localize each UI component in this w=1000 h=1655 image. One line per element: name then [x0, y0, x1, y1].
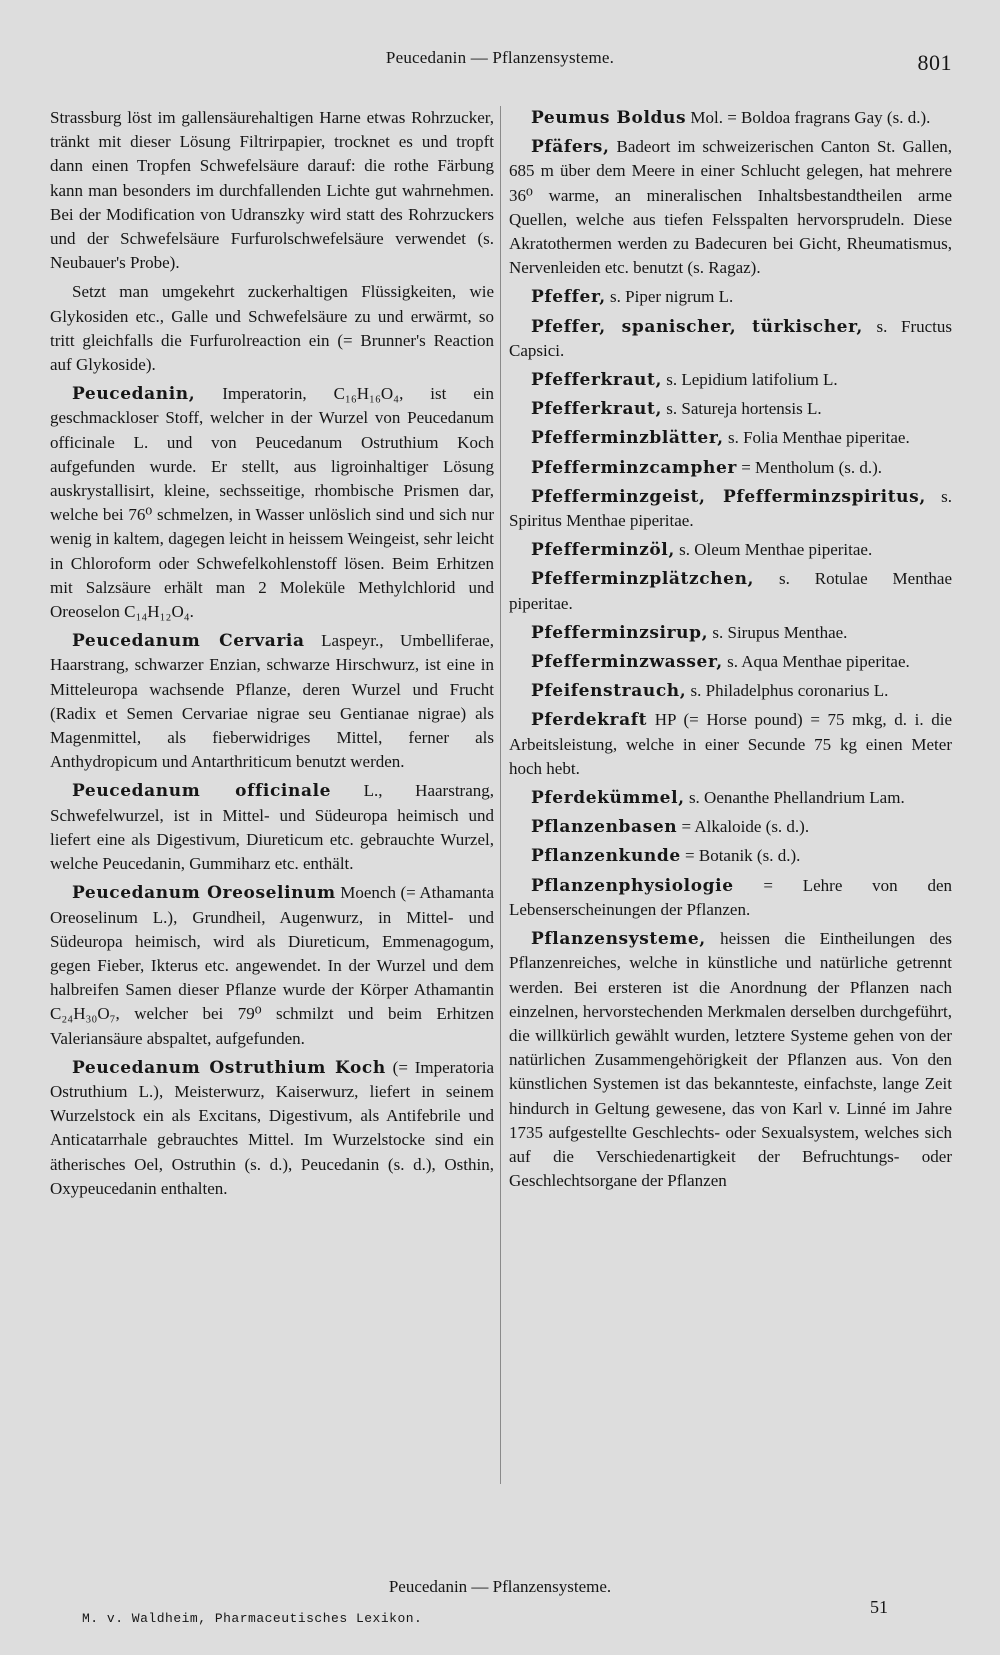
entry-text: s. Philadelphus coronarius L. — [690, 681, 889, 701]
entry-headword: Pflanzenbasen — [531, 817, 678, 838]
entry-text: s. Oleum Menthae piperitae. — [679, 540, 873, 560]
entry-text: s. Lepidium latifolium L. — [666, 370, 838, 390]
page-number: 801 — [917, 50, 952, 75]
entry-headword: Pfefferminzöl, — [531, 540, 675, 561]
lexicon-entry — [509, 426, 952, 450]
entry-headword: Pfefferminzblätter, — [531, 428, 724, 449]
lexicon-entry — [50, 1056, 494, 1201]
entry-text: HP (= Horse pound) = 75 mkg, d. i. die Arbeitsleistung, welche in einer Secunde 75 kg einen Meter hoch hebt. — [509, 710, 952, 778]
lexicon-entry — [509, 786, 952, 810]
entry-text: s. Folia Menthae piperitae. — [727, 428, 910, 448]
entry-text: s. Oenanthe Phellandrium Lam. — [688, 788, 905, 808]
entry-headword: Pfefferminzwasser, — [531, 652, 723, 673]
entry-text: = Botanik (s. d.). — [685, 846, 801, 866]
entry-headword: Pfefferminzsirup, — [531, 622, 709, 643]
entry-text: heissen die Eintheilungen des Pflanzenreiches, welche in künstliche und natürliche getrennt werden. Bei ersteren ist die Anordnung der Pflanzen nach einzelnen, hervorstechenden Merkmalen derselben durchgeführt, die willkürlich gewählt wurden, letztere Systeme gehen von der natürlichen Zusammengehörigkeit der Pflanzen aus. Von den künstlichen Systemen ist das bekannteste, einfachste, lange Zeit hindurch in Geltung gewesene, das von Karl v. Linné im Jahre 1735 aufgestellte Geschlechts- oder Sexualsystem, welches sich auf die Verschiedenartigkeit der Befruchtungs- oder Geschlechtsorgane der Pflanzen — [509, 929, 952, 1191]
lexicon-entry — [509, 135, 952, 280]
lexicon-entry — [509, 844, 952, 868]
lexicon-entry — [509, 315, 952, 363]
entry-text: Laspeyr., Umbelliferae, Haarstrang, schwarzer Enzian, schwarze Hirschwurz, ist eine in Mitteleuropa wachsende Pflanze, deren Wurzel und Frucht (Radix et Semen Cervariae nigrae seu Gentianae nigrae) als Magenmittel, als fieberwidriges Mittel, ferner als Anthydropicum und Antarthriticum benutzt werden. — [50, 631, 494, 772]
entry-headword: Pflanzenkunde — [531, 846, 681, 867]
column-divider — [500, 106, 501, 1484]
entry-headword: Peucedanum Cervaria — [72, 631, 305, 652]
lexicon-entry — [509, 456, 952, 480]
entry-text: (= Imperatoria Ostruthium L.), Meisterwurz, Kaiserwurz, liefert in seinem Wurzelstock ein als Excitans, Digestivum, als Antifebrile und Anticatarrhale gebrauchtes Mittel. Im Wurzelstocke sind ein ätherisches Oel, Ostruthin (s. d.), Peucedanin (s. d.), Osthin, Oxypeucedanin enthalten. — [50, 1057, 494, 1198]
right-column — [509, 106, 952, 1198]
entry-headword: Pfeffer, — [531, 287, 606, 308]
lexicon-entry — [509, 815, 952, 839]
entry-headword: Pferdekraft — [531, 710, 648, 731]
lexicon-entry — [509, 874, 952, 922]
continuation-paragraph — [50, 280, 494, 377]
entry-text: Mol. = Boldoa fragrans Gay (s. d.). — [690, 108, 931, 127]
lexicon-entry — [509, 708, 952, 781]
lexicon-entry — [50, 779, 494, 876]
footer-author-line: M. v. Waldheim, Pharmaceutisches Lexikon. — [82, 1611, 423, 1626]
entry-text: Setzt man umgekehrt zuckerhaltigen Flüssigkeiten, wie Glykosiden etc., Galle und Schwefelsäure zu und erwärmt, so tritt gleichfalls die Furfurolreaction ein (= Brunner's Reaction auf Glykoside). — [50, 282, 494, 375]
entry-text: Imperatorin, C₁₆H₁₆O₄, ist ein geschmackloser Stoff, welcher in der Wurzel von Peucedanum officinale L. und von Peucedanum Ostruthium Koch aufgefunden wurde. Er stellt, aus ligroinhaltiger Lösung auskrystallisirt, kleine, sechsseitige, rhombische Prismen dar, welche bei 76⁰ schmelzen, in Wasser unlöslich sind und sich nur wenig in kaltem, dagegen leicht in heissem Weingeist, sehr leicht in Chloroform oder Schwefelkohlenstoff lösen. Beim Erhitzen mit Salzsäure erhält man 2 Moleküle Methylchlorid und Oreoselon C₁₄H₁₂O₄. — [50, 384, 494, 622]
entry-text: s. Piper nigrum L. — [610, 287, 734, 307]
entry-text: L., Haarstrang, Schwefelwurzel, ist in Mittel- und Südeuropa heimisch und liefert eine als Digestivum, Diureticum etc. gebrauchte Wurzel, welche Peucedanin, Gummiharz etc. enthält. — [50, 781, 494, 874]
lexicon-entry — [509, 285, 952, 309]
lexicon-entry — [509, 368, 952, 392]
entry-headword: Peucedanum Oreoselinum — [72, 883, 336, 904]
footer-running-head: Peucedanin — Pflanzensysteme. — [388, 1577, 612, 1596]
entry-text: Moench (= Athamanta Oreoselinum L.), Grundheil, Augenwurz, in Mittel- und Südeuropa heimisch, wird als Diureticum, Emmenagogum, gegen Fieber, Ikterus etc. angewendet. In der Wurzel und dem halbreifen Samen dieser Pflanze wurde der Körper Athamantin C₂₄H₃₀O₇, welcher bei 79⁰ schmilzt und beim Erhitzen Valeriansäure abspaltet, aufgefunden. — [50, 883, 494, 1048]
entry-headword: Pfefferminzgeist, Pfefferminzspiritus, — [531, 486, 926, 507]
entry-headword: Pfefferkraut, — [531, 399, 662, 420]
lexicon-entry — [509, 538, 952, 562]
lexicon-entry — [509, 106, 952, 130]
entry-text: = Lehre von den Lebenserscheinungen der Pflanzen. — [509, 875, 952, 919]
entry-headword: Peucedanum officinale — [72, 781, 332, 802]
entry-text: s. Rotulae Menthae piperitae. — [509, 569, 953, 613]
entry-text: s. Aqua Menthae piperitae. — [727, 652, 910, 672]
left-column — [50, 106, 494, 1206]
entry-text: = Mentholum (s. d.). — [741, 457, 883, 477]
entry-headword: Pfefferminzplätzchen, — [531, 569, 755, 590]
entry-headword: Pfefferminzcampher — [531, 457, 737, 478]
lexicon-entry — [50, 629, 494, 774]
entry-headword: Peucedanin, — [72, 384, 196, 405]
lexicon-entry — [50, 881, 494, 1050]
entry-headword: Pfefferkraut, — [531, 370, 662, 391]
lexicon-entry — [50, 382, 494, 624]
entry-headword: Pflanzenphysiologie — [531, 875, 734, 896]
entry-headword: Pfeffer, spanischer, türkischer, — [531, 316, 863, 337]
entry-text: s. Sirupus Menthae. — [712, 622, 848, 642]
lexicon-entry — [509, 927, 952, 1193]
lexicon-entry — [509, 679, 952, 703]
entry-text: s. Satureja hortensis L. — [666, 399, 822, 419]
lexicon-entry — [509, 567, 952, 615]
entry-text: s. Fructus Capsici. — [509, 316, 953, 360]
lexicon-entry — [509, 397, 952, 421]
entry-headword: Pflanzensysteme, — [531, 929, 706, 950]
entry-text: Badeort im schweizerischen Canton St. Gallen, 685 m über dem Meere in einer Schlucht gelegen, hat mehrere 36⁰ warme, an mineralischen Inhaltsbestandtheilen arme Quellen, welche aus tiefen Felsspalten hervorsprudeln. Diese Akratothermen werden zu Badecuren bei Gicht, Rheumatismus, Nervenleiden etc. benutzt (s. Ragaz). — [509, 137, 953, 278]
signature-mark: 51 — [870, 1597, 888, 1617]
entry-headword: Peucedanum Ostruthium Koch — [72, 1057, 386, 1078]
lexicon-entry — [509, 650, 952, 674]
entry-headword: Pfäfers, — [531, 137, 610, 158]
lexicon-entry — [509, 621, 952, 645]
continuation-paragraph — [50, 106, 494, 275]
entry-text: s. Spiritus Menthae piperitae. — [509, 486, 953, 531]
lexicon-entry — [509, 485, 952, 533]
entry-text: = Alkaloide (s. d.). — [681, 817, 810, 837]
running-head: Peucedanin — Pflanzensysteme. — [385, 48, 615, 67]
entry-headword: Peumus Boldus — [531, 108, 687, 128]
entry-headword: Pferdekümmel, — [531, 788, 685, 809]
entry-headword: Pfeifenstrauch, — [531, 681, 687, 702]
entry-text: Strassburg löst im gallensäurehaltigen Harne etwas Rohrzucker, tränkt mit dieser Lösung Filtrirpapier, trocknet es und tropft dann einen Tropfen Schwefelsäure darauf: die rothe Färbung kann man besonders im durchfallenden Lichte gut wahrnehmen. Bei der Modification von Udranszky wird statt des Rohrzuckers und der Schwefelsäure Furfurolschwefelsäure verwendet (s. Neubauer's Probe). — [50, 108, 494, 273]
